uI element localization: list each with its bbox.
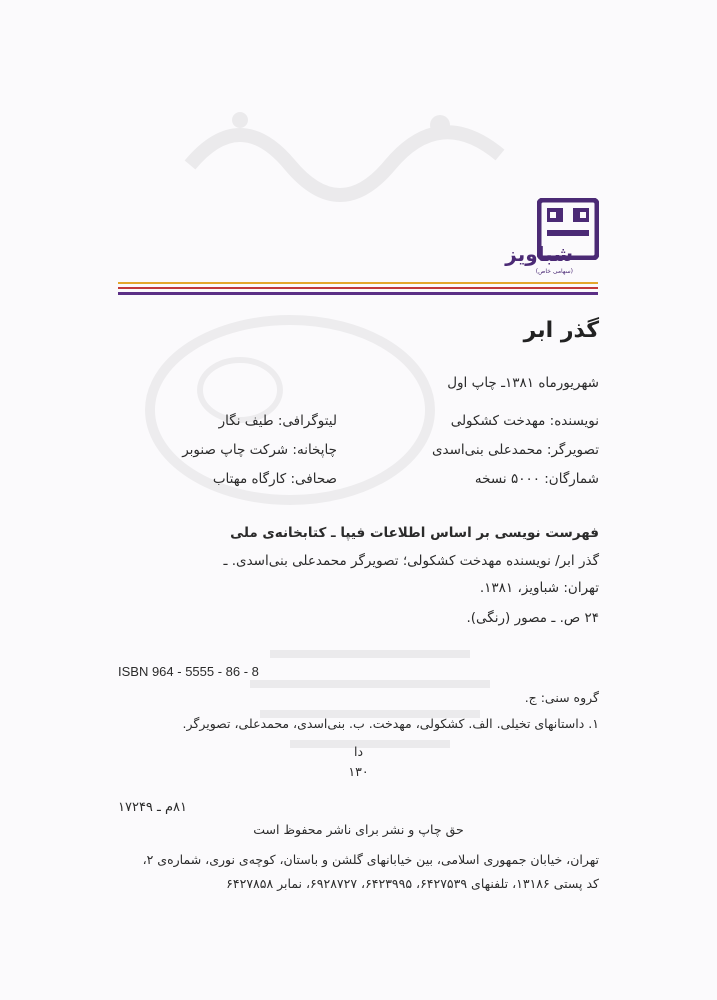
gold-rule — [118, 282, 598, 284]
classification-number: ۱۳۰ — [348, 764, 369, 779]
cip-imprint-line: تهران: شباویز، ۱۳۸۱. — [479, 580, 599, 596]
classification-letters: دا — [353, 744, 364, 759]
show-through-watermark-top — [180, 95, 510, 215]
printer-credit: چاپخانه: شرکت چاپ صنوبر — [182, 442, 337, 458]
edition-line: شهریورماه ۱۳۸۱ـ چاپ اول — [447, 375, 599, 391]
publisher-name: شباویز — [505, 242, 573, 266]
publisher-subtitle: (سهامی خاص) — [535, 268, 573, 275]
print-run: شمارگان: ۵۰۰۰ نسخه — [474, 471, 599, 487]
cip-heading: فهرست نویسی بر اساس اطلاعات فیپا ـ کتابخانه‌ی ملی — [230, 525, 599, 541]
cip-physical-line: ۲۴ ص. ـ مصور (رنگی). — [466, 610, 599, 626]
contact-line: کد پستی ۱۳۱۸۶، تلفنهای ۶۴۲۷۵۳۹، ۶۴۲۳۹۹۵، ۶۹۲۸۷۲۷، نمابر ۶۴۲۷۸۵۸ — [226, 876, 599, 891]
isbn-number: ISBN 964 - 5555 - 86 - 8 — [118, 664, 259, 679]
decorative-rules — [118, 282, 598, 298]
address-line: تهران، خیابان جمهوری اسلامی، بین خیابانهای گلشن و باستان، کوچه‌ی نوری، شماره‌ی ۲، — [142, 852, 599, 867]
age-group: گروه سنی: ج. — [524, 690, 599, 705]
lithography-credit: لیتوگرافی: طیف نگار — [218, 413, 337, 429]
copyright-notice: حق چاپ و نشر برای ناشر محفوظ است — [253, 822, 464, 837]
book-title: گذر ابر — [523, 318, 599, 343]
show-through-text — [230, 640, 510, 760]
subject-headings: ۱. داستانهای تخیلی. الف. کشکولی، مهدخت. ب. بنی‌اسدی، محمدعلی، تصویرگر. — [182, 716, 599, 731]
publisher-logo — [499, 198, 599, 282]
red-rule — [118, 287, 598, 289]
purple-rule — [118, 292, 598, 295]
show-through-illustration — [130, 300, 450, 520]
binding-credit: صحافی: کارگاه مهتاب — [212, 471, 337, 487]
national-library-code: ۸۱م ـ ۱۷۲۴۹ — [118, 800, 188, 815]
cip-title-line: گذر ابر/ نویسنده مهدخت کشکولی؛ تصویرگر محمدعلی بنی‌اسدی. ـ — [223, 553, 599, 569]
illustrator-credit: تصویرگر: محمدعلی بنی‌اسدی — [431, 442, 599, 458]
author-credit: نویسنده: مهدخت کشکولی — [450, 413, 599, 429]
